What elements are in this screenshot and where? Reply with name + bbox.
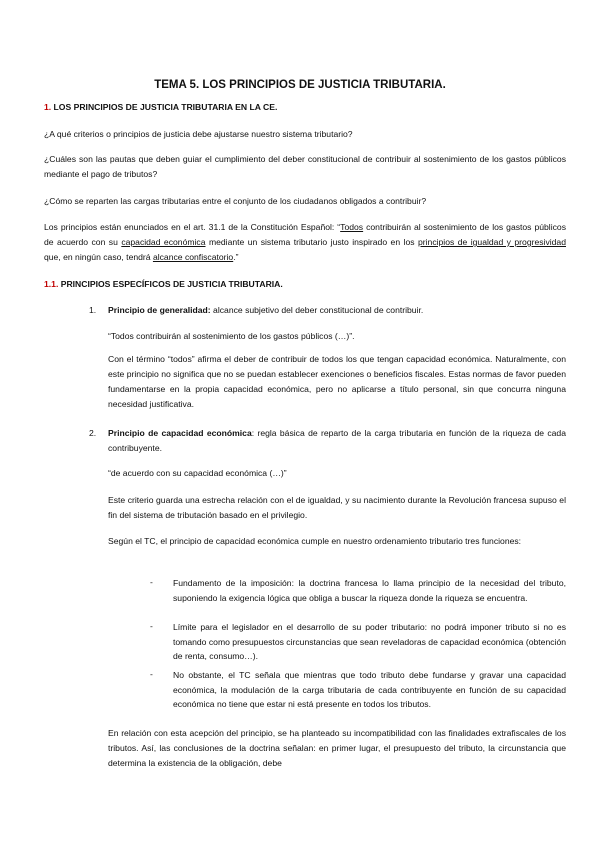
underlined-text: principios de igualdad y progresividad bbox=[417, 237, 566, 247]
item-quote: “Todos contribuirán al sostenimiento de los gastos públicos (…)”. bbox=[108, 331, 355, 341]
item-paragraph: Según el TC, el principio de capacidad económica cumple en nuestro ordenamiento tributario tres funciones: bbox=[108, 536, 522, 546]
item-capacidad bbox=[108, 426, 566, 456]
underlined-text: capacidad económica bbox=[121, 237, 206, 247]
page-title: TEMA 5. LOS PRINCIPIOS DE JUSTICIA TRIBUTARIA. bbox=[154, 79, 446, 91]
list-number: 1. bbox=[89, 305, 97, 315]
text-run: contribuirán al sostenimiento de los gastos públicos de acuerdo con su bbox=[44, 222, 566, 247]
list-number: 2. bbox=[89, 428, 97, 438]
bullet-dash: - bbox=[150, 669, 153, 679]
bullet-item: No obstante, el TC señala que mientras que todo tributo debe fundarse y gravar una capacidad económica, la modulación de la carga tributaria de cada contribuyente en función de su capacidad económica no tiene que estar ni está presente en todos los tributos. bbox=[173, 670, 566, 709]
item-quote: “de acuerdo con su capacidad económica (…)” bbox=[108, 468, 287, 478]
section-number: 1. bbox=[44, 102, 52, 112]
item-generalidad bbox=[108, 303, 566, 318]
bullet-item: Fundamento de la imposición: la doctrina francesa lo llama principio de la necesidad del tributo, suponiendo la exigencia lógica que obliga a buscar la riqueza donde la riqueza se encuentra. bbox=[173, 578, 566, 603]
section-title: PRINCIPIOS ESPECÍFICOS DE JUSTICIA TRIBUTARIA. bbox=[58, 279, 283, 289]
text-run: .” bbox=[233, 252, 239, 262]
section-heading-1 bbox=[44, 102, 277, 112]
bullet-item: Límite para el legislador en el desarrollo de su poder tributario: no podrá imponer tributo si no es tomando como presupuestos circunstancias que sean reveladoras de capacidad económica (obtención de renta, consumo…). bbox=[173, 622, 566, 661]
principles-paragraph bbox=[44, 220, 566, 265]
item-label: Principio de capacidad económica bbox=[108, 428, 252, 438]
text-run: mediante un sistema tributario justo inspirado en los bbox=[205, 237, 418, 247]
question-2: ¿Cuáles son las pautas que deben guiar el cumplimiento del deber constitucional de contribuir al sostenimiento de los gastos públicos mediante el pago de tributos? bbox=[44, 154, 566, 179]
section-number: 1.1. bbox=[44, 279, 59, 289]
text-run: Los principios están enunciados en el art. 31.1 de la Constitución Español: “ bbox=[44, 222, 341, 232]
text-run: que, en ningún caso, tendrá bbox=[44, 252, 153, 262]
item-text: : regla básica de reparto de la carga tributaria en función de la riqueza de cada contribuyente. bbox=[108, 428, 566, 453]
bullet-dash: - bbox=[150, 621, 153, 631]
item-text: alcance subjetivo del deber constitucional de contribuir. bbox=[210, 305, 424, 315]
question-1: ¿A qué criterios o principios de justicia debe ajustarse nuestro sistema tributario? bbox=[44, 129, 353, 139]
item-paragraph: Con el término “todos” afirma el deber de contribuir de todos los que tengan capacidad económica. Naturalmente, con este principio no significa que no se puedan establecer exenciones o beneficios fiscales. Estas normas de favor pueden fundamentarse en la propia capacidad económica, pero no aplicarse a título personal, sin que concurra ninguna necesidad justificativa. bbox=[108, 354, 566, 409]
underlined-text: alcance confiscatorio bbox=[152, 252, 234, 262]
bullet-dash: - bbox=[150, 577, 153, 587]
item-paragraph: Este criterio guarda una estrecha relación con el de igualdad, y su nacimiento durante la Revolución francesa supuso el fin del sistema de tributación basado en el privilegio. bbox=[108, 495, 566, 520]
question-3: ¿Cómo se reparten las cargas tributarias entre el conjunto de los ciudadanos obligados a contribuir? bbox=[44, 196, 427, 206]
item-label: Principio de generalidad: bbox=[108, 305, 211, 315]
section-heading-1-1 bbox=[44, 279, 283, 289]
underlined-text: Todos bbox=[340, 222, 364, 232]
section-title: LOS PRINCIPIOS DE JUSTICIA TRIBUTARIA EN LA CE. bbox=[51, 102, 278, 112]
item-paragraph: En relación con esta acepción del principio, se ha planteado su incompatibilidad con las finalidades extrafiscales de los tributos. Así, las conclusiones de la doctrina señalan: en primer lugar, el presupuesto del tributo, la circunstancia que determina la existencia de la obligación, debe bbox=[108, 728, 566, 768]
